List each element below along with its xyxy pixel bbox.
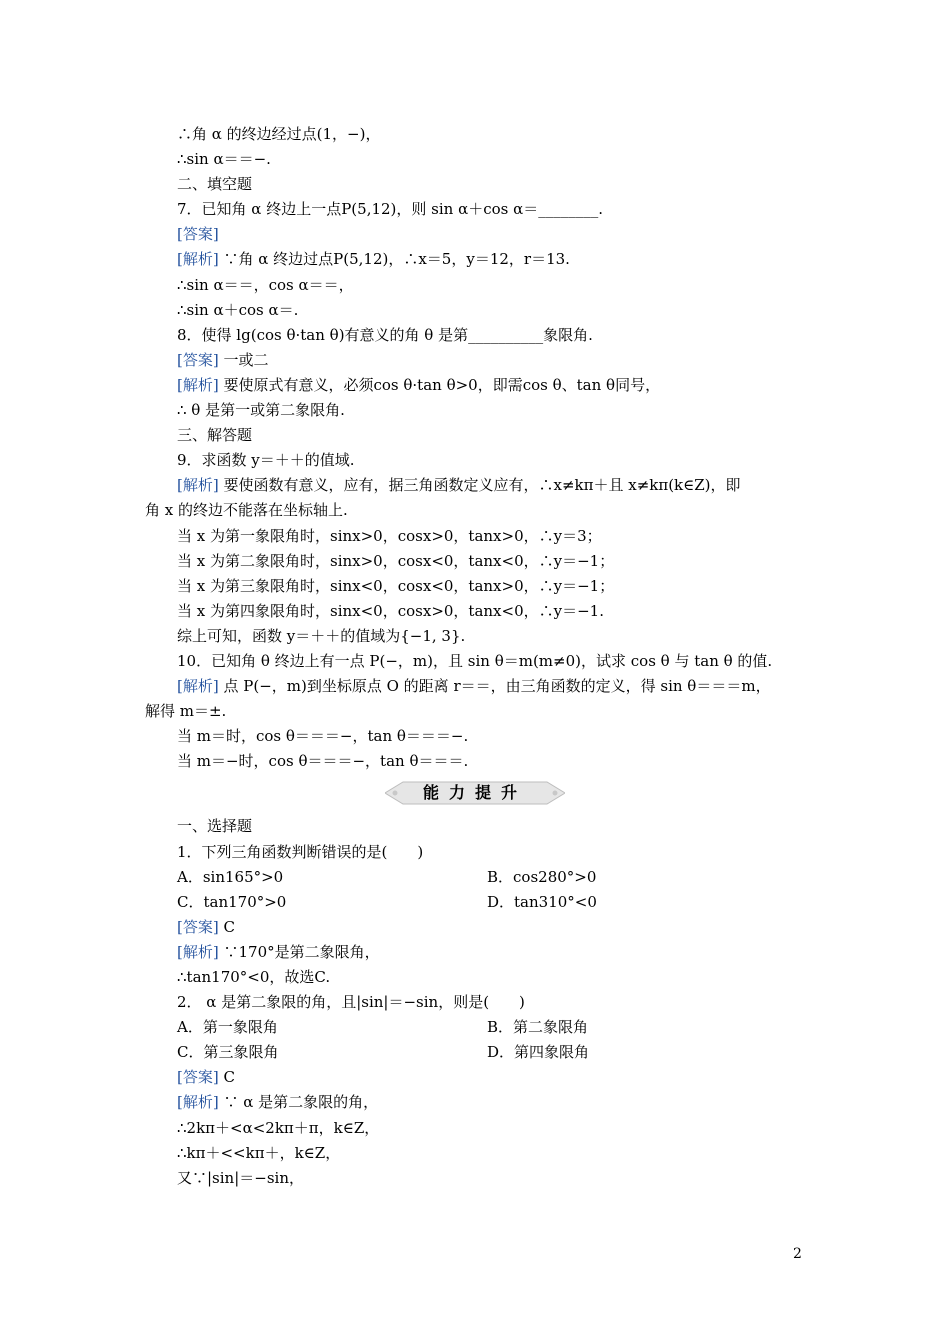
section-banner-row	[145, 774, 825, 814]
text-line	[145, 649, 825, 674]
text-line	[145, 298, 825, 323]
answer-tag: [解析]	[177, 375, 219, 394]
text-line	[145, 915, 825, 940]
line-text: 点 P(−，m)到坐标原点 O 的距离 r＝＝，由三角函数的定义，得 sin θ＝＝＝m，	[218, 677, 771, 696]
text-line	[145, 814, 825, 839]
line-text: 解得 m＝±.	[145, 702, 227, 721]
line-text: ∵170°是第二象限角，	[218, 942, 380, 961]
text-line	[145, 398, 825, 423]
line-text: ∴kπ＋<<kπ＋，k∈Z，	[177, 1143, 341, 1162]
line-text: C	[218, 1068, 235, 1087]
answer-tag: [解析]	[177, 942, 219, 961]
page-content	[145, 122, 825, 1191]
text-line	[145, 674, 825, 699]
option-item: C．第三象限角	[177, 1043, 279, 1062]
question2-options	[145, 1015, 825, 1065]
section-part2-q1-answer	[145, 915, 825, 1015]
option-item: B．cos280°>0	[487, 867, 597, 886]
text-line	[145, 965, 825, 990]
line-text: 2． α 是第二象限的角，且|sin|＝−sin，则是( )	[177, 993, 525, 1012]
text-line	[145, 273, 825, 298]
line-text: ∴角 α 的终边经过点(1，−)，	[177, 125, 381, 143]
line-text: 7．已知角 α 终边上一点P(5,12)，则 sin α＋cos α＝________.	[177, 200, 604, 219]
text-line	[145, 940, 825, 965]
text-line	[145, 599, 825, 624]
line-text: ∴tan170°<0，故选C.	[177, 968, 331, 986]
text-line	[145, 423, 825, 448]
option-item: D．第四象限角	[487, 1043, 590, 1062]
line-text: ∵ α 是第二象限的角，	[218, 1093, 379, 1112]
line-text: 一或二	[218, 350, 269, 369]
text-line	[145, 1166, 825, 1191]
option-item: D．tan310°<0	[487, 892, 597, 911]
line-text: C	[218, 917, 235, 936]
section-part2-intro	[145, 814, 825, 864]
line-text: 当 m＝时，cos θ＝＝＝−，tan θ＝＝＝−.	[177, 727, 469, 746]
text-line	[145, 749, 825, 774]
text-line	[145, 624, 825, 649]
text-line	[145, 122, 825, 147]
text-line	[145, 1116, 825, 1141]
text-line	[145, 197, 825, 222]
line-text: 要使函数有意义，应有，据三角函数定义应有，∴x≠kπ＋且 x≠kπ(k∈Z)，即	[218, 476, 741, 495]
option-row	[145, 1015, 825, 1040]
option-item: C．tan170°>0	[177, 892, 287, 911]
text-line	[145, 990, 825, 1015]
section-part2-q2-answer	[145, 1065, 825, 1190]
text-line	[145, 1141, 825, 1166]
line-text: 1．下列三角函数判断错误的是( )	[177, 842, 424, 861]
line-text: ∴sin α＝＝，cos α＝＝，	[177, 275, 354, 294]
question1-options	[145, 865, 825, 915]
option-item: A．sin165°>0	[177, 867, 284, 886]
text-line	[145, 1090, 825, 1115]
line-text: 8．使得 lg(cos θ·tan θ)有意义的角 θ 是第__________象限角.	[177, 325, 593, 344]
text-line	[145, 1065, 825, 1090]
text-line	[145, 724, 825, 749]
text-line	[145, 448, 825, 473]
text-line	[145, 524, 825, 549]
line-text: 二、填空题	[177, 175, 253, 194]
text-line	[145, 247, 825, 272]
line-text: 当 x 为第四象限角时，sinx<0，cosx>0，tanx<0，∴y＝−1.	[177, 601, 604, 620]
line-text: 当 m＝−时，cos θ＝＝＝−，tan θ＝＝＝.	[177, 752, 469, 771]
option-item: A．第一象限角	[177, 1018, 278, 1037]
page-number: 2	[793, 1246, 802, 1262]
answer-tag: [解析]	[177, 1093, 219, 1112]
option-item: B．第二象限角	[487, 1018, 589, 1037]
line-text: ∵角 α 终边过点P(5,12)，∴x＝5，y＝12，r＝13.	[218, 250, 570, 269]
line-text: 要使原式有意义，必须cos θ·tan θ>0，即需cos θ、tan θ同号，	[218, 375, 661, 394]
text-line	[145, 473, 825, 498]
answer-tag: [解析]	[177, 677, 219, 696]
section-banner	[385, 780, 565, 806]
line-text: 角 x 的终边不能落在坐标轴上.	[145, 501, 348, 520]
line-text: 当 x 为第一象限角时，sinx>0，cosx>0，tanx>0，∴y＝3；	[177, 526, 602, 545]
text-line	[145, 147, 825, 172]
text-line	[145, 323, 825, 348]
answer-tag: [答案]	[177, 1068, 219, 1087]
answer-tag: [答案]	[177, 225, 219, 244]
text-line	[145, 222, 825, 247]
line-text: ∴sin α＋cos α＝.	[177, 300, 299, 319]
line-text: 一、选择题	[177, 817, 253, 836]
option-row	[145, 890, 825, 915]
answer-tag: [解析]	[177, 476, 219, 495]
text-line	[145, 348, 825, 373]
line-text: ∴ θ 是第一或第二象限角.	[177, 401, 345, 420]
line-text: ∴2kπ＋<α<2kπ＋π，k∈Z，	[177, 1118, 380, 1137]
line-text: 综上可知，函数 y＝＋＋的值域为{−1, 3}.	[177, 626, 466, 645]
line-text: 又∵|sin|＝−sin，	[177, 1168, 304, 1187]
line-text: 当 x 为第二象限角时，sinx>0，cosx<0，tanx<0，∴y＝−1；	[177, 551, 615, 570]
answer-tag: [答案]	[177, 350, 219, 369]
option-row	[145, 1040, 825, 1065]
answer-tag: [解析]	[177, 250, 219, 269]
text-line	[145, 574, 825, 599]
banner-title: 能力提升	[422, 783, 527, 803]
line-text: ∴sin α＝＝−.	[177, 150, 271, 169]
line-text: 9．求函数 y＝＋＋的值域.	[177, 451, 355, 470]
text-line	[145, 498, 825, 523]
text-line	[145, 699, 825, 724]
text-line	[145, 373, 825, 398]
text-line	[145, 172, 825, 197]
line-text: 当 x 为第三象限角时，sinx<0，cosx<0，tanx>0，∴y＝−1；	[177, 576, 615, 595]
text-line	[145, 549, 825, 574]
answer-tag: [答案]	[177, 917, 219, 936]
text-line	[145, 840, 825, 865]
line-text: 10．已知角 θ 终边上有一点 P(−，m)，且 sin θ＝m(m≠0)，试求 cos θ 与 tan θ 的值.	[177, 651, 773, 670]
section-part1	[145, 122, 825, 774]
line-text: 三、解答题	[177, 426, 253, 445]
option-row	[145, 865, 825, 890]
